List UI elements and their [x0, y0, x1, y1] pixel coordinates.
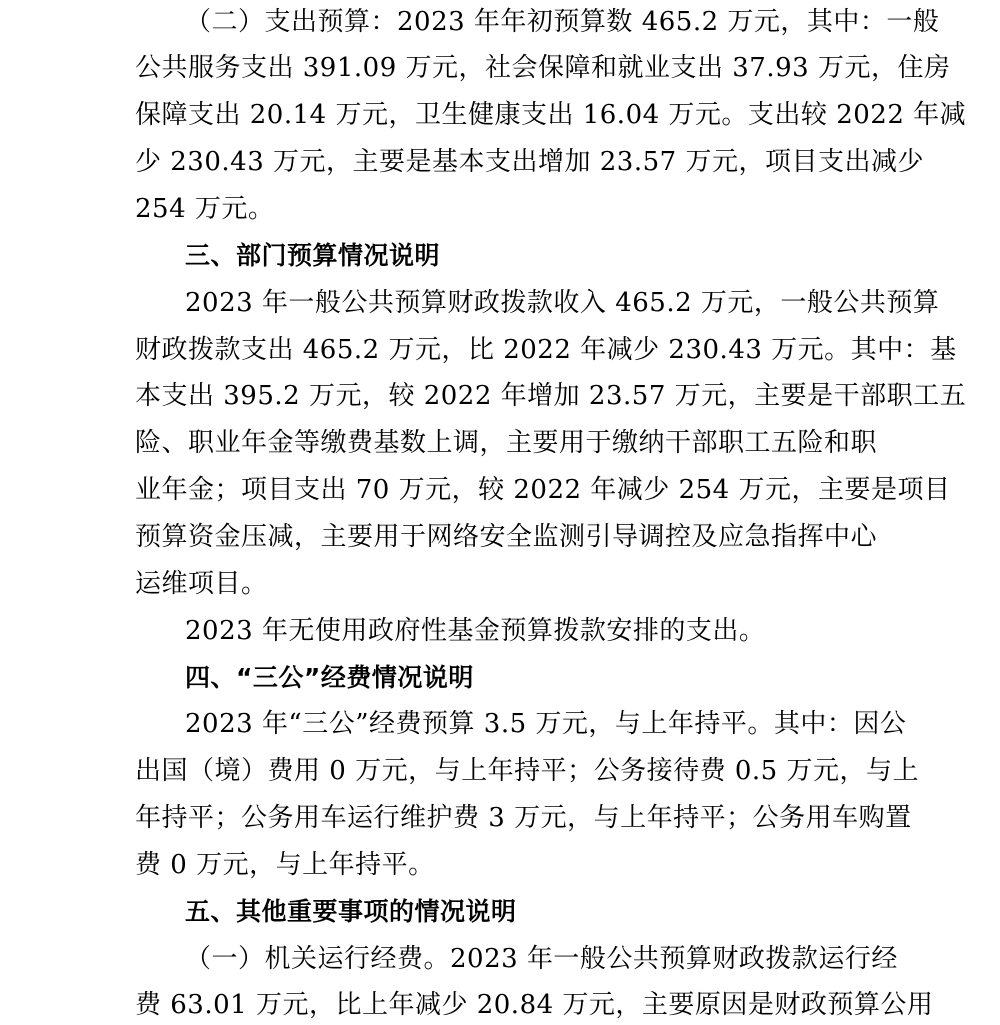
paragraph-operating-expense-line-2: 费 63.01 万元，比上年减少 20.84 万元，主要原因是财政预算公用 — [135, 990, 934, 1020]
paragraph-three-public-line-4: 费 0 万元，与上年持平。 — [135, 850, 435, 880]
paragraph-general-budget-line-4: 险、职业年金等缴费基数上调，主要用于缴纳干部职工五险和职 — [135, 428, 878, 458]
section-heading-other-matters: 五、其他重要事项的情况说明 — [185, 897, 517, 926]
section-heading-dept-budget: 三、部门预算情况说明 — [185, 241, 441, 270]
paragraph-expenditure-budget-line-5: 254 万元。 — [135, 194, 275, 224]
paragraph-gov-fund: 2023 年无使用政府性基金预算拨款安排的支出。 — [185, 616, 766, 646]
paragraph-general-budget-line-7: 运维项目。 — [135, 569, 268, 599]
paragraph-general-budget-line-6: 预算资金压减，主要用于网络安全监测引导调控及应急指挥中心 — [135, 522, 878, 552]
paragraph-general-budget-line-1: 2023 年一般公共预算财政拨款收入 465.2 万元，一般公共预算 — [185, 288, 940, 318]
paragraph-expenditure-budget-line-2: 公共服务支出 391.09 万元，社会保障和就业支出 37.93 万元，住房 — [135, 53, 951, 83]
section-heading-three-public: 四、“三公”经费情况说明 — [185, 663, 474, 692]
paragraph-expenditure-budget-line-1: （二）支出预算：2023 年年初预算数 465.2 万元，其中：一般 — [185, 7, 940, 37]
paragraph-three-public-line-2: 出国（境）费用 0 万元，与上年持平；公务接待费 0.5 万元，与上 — [135, 756, 919, 786]
paragraph-expenditure-budget-line-3: 保障支出 20.14 万元，卫生健康支出 16.04 万元。支出较 2022 年减 — [135, 100, 967, 130]
paragraph-three-public-line-1: 2023 年“三公”经费预算 3.5 万元，与上年持平。其中：因公 — [185, 709, 907, 739]
paragraph-three-public-line-3: 年持平；公务用车运行维护费 3 万元，与上年持平；公务用车购置 — [135, 803, 912, 833]
paragraph-general-budget-line-2: 财政拨款支出 465.2 万元，比 2022 年减少 230.43 万元。其中：基 — [135, 335, 957, 365]
paragraph-general-budget-line-3: 本支出 395.2 万元，较 2022 年增加 23.57 万元，主要是干部职工五 — [135, 381, 967, 411]
paragraph-operating-expense-line-1: （一）机关运行经费。2023 年一般公共预算财政拨款运行经 — [185, 944, 898, 974]
paragraph-general-budget-line-5: 业年金；项目支出 70 万元，较 2022 年减少 254 万元，主要是项目 — [135, 475, 951, 505]
paragraph-expenditure-budget-line-4: 少 230.43 万元，主要是基本支出增加 23.57 万元，项目支出减少 — [135, 147, 924, 177]
